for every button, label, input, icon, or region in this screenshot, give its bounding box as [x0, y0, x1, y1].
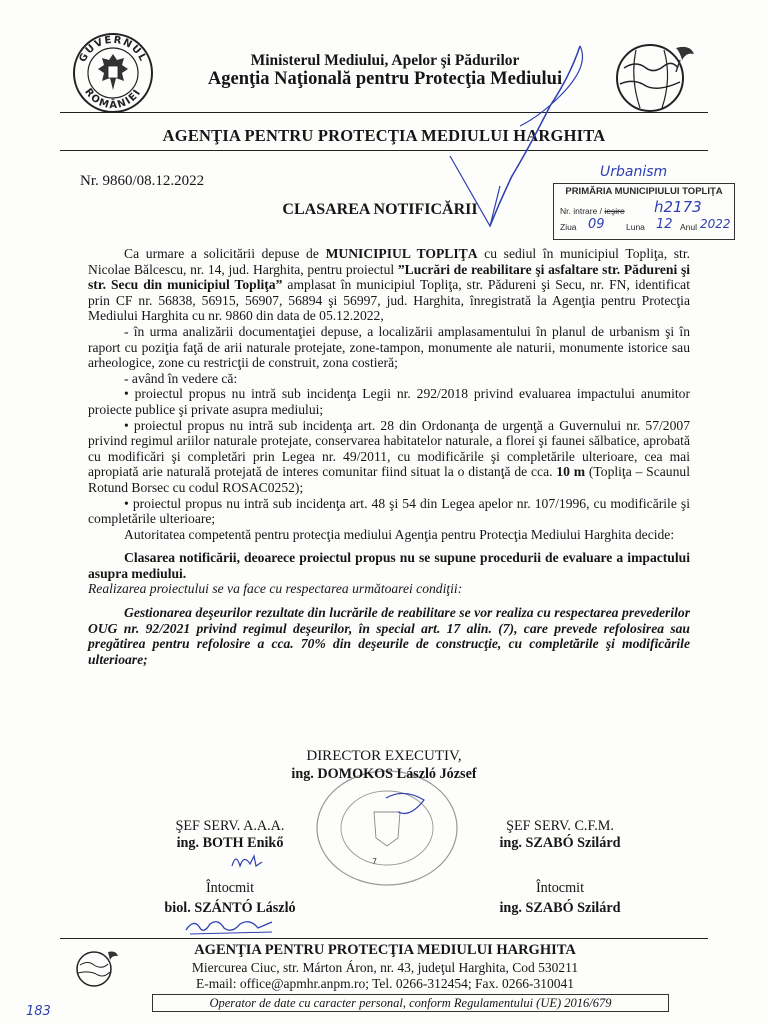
- stamp-month-label: Luna: [626, 222, 645, 232]
- director-title: DIRECTOR EXECUTIV,: [306, 748, 462, 764]
- document-title: CLASAREA NOTIFICĂRII: [282, 201, 478, 218]
- stamp-day-label: Ziua: [560, 222, 577, 232]
- stamp-year-value: 2022: [700, 217, 731, 231]
- page-mark: 183: [26, 1004, 51, 1019]
- stamp-year-label: Anul: [680, 222, 698, 232]
- title-divider: [60, 150, 708, 151]
- globe-logo: [606, 38, 698, 116]
- paragraph-considering: - având în vedere că:: [124, 370, 238, 386]
- ministry-name: Ministerul Mediului, Apelor şi Pădurilor: [250, 52, 520, 69]
- director-name: ing. DOMOKOS László József: [291, 766, 477, 782]
- paragraph-conditions-intro: Realizarea proiectului se va face cu respectarea următoarei condiţii:: [88, 581, 463, 597]
- right-department-head: ing. SZABÓ Szilárd: [499, 835, 621, 851]
- stamp-exit-label: ieşire: [604, 206, 625, 216]
- agency-title: AGENŢIA PENTRU PROTECŢIA MEDIULUI HARGHITA: [162, 126, 606, 145]
- stamp-number: 7: [372, 857, 378, 866]
- footer-operator-notice: Operator de date cu caracter personal, conform Regulamentului (UE) 2016/679: [152, 994, 669, 1012]
- paragraph-decision: Clasarea notificării, deoarece proiectul propus nu se supune procedurii de evaluare a impactului asupra mediului.: [88, 550, 690, 581]
- paragraph-authority: Autoritatea competentă pentru protecţia mediului Agenţia pentru Protecţia Mediului Harghita decide:: [124, 526, 675, 542]
- prepared-left-name: biol. SZÁNTÓ László: [164, 900, 296, 916]
- prepared-left-label: Întocmit: [205, 880, 255, 896]
- svg-text:ROMÂNIEI: ROMÂNIEI: [82, 86, 144, 112]
- government-seal-logo: [72, 32, 154, 114]
- paragraph-water-law: • proiectul propus nu intră sub incidenţa art. 48 şi 54 din Legea apelor nr. 107/1996, cu modificările şi completările ulterioare;: [88, 495, 690, 527]
- stamp-entry-label: Nr. intrare /: [560, 206, 603, 216]
- prepared-right-name: ing. SZABÓ Szilárd: [499, 900, 621, 916]
- paragraph-waste-condition: Gestionarea deşeurilor rezultate din lucrările de reabilitare se vor realiza cu respectarea prevederilor OUG nr. 92/2021 privind regimul deşeurilor, în special art. 17 alin. (7), care prevede refolosirea sau pregătirea pentru refolosire a cca. 70% din deşeurile de construcţie, cu completările şi modificările ulterioare;: [88, 605, 690, 667]
- stamp-title: PRIMĂRIA MUNICIPIULUI TOPLIŢA: [565, 186, 723, 197]
- szanto-signature: [180, 914, 280, 938]
- stamp-month-value: 12: [656, 217, 673, 232]
- svg-text:GUVERNUL: GUVERNUL: [77, 34, 149, 65]
- both-signature: [228, 850, 268, 872]
- paragraph-analysis: - în urma analizării documentaţiei depuse, a localizării amplasamentului în planul de urbanism şi în raport cu poziţia faţă de arii naturale protejate, zone-tampon, monumente ale naturii, monumente istorice sau arheologice, zone cu restricţii de construit, zona costieră;: [88, 323, 690, 371]
- document-number: Nr. 9860/08.12.2022: [80, 173, 205, 189]
- stamp-handwritten-note: Urbanism: [600, 164, 668, 180]
- prepared-right-label: Întocmit: [535, 880, 585, 896]
- footer-contact: E-mail: office@apmhr.anpm.ro; Tel. 0266-312454; Fax. 0266-310041: [195, 976, 575, 991]
- national-agency-name: Agenţia Naţională pentru Protecţia Mediului: [207, 69, 563, 89]
- footer-divider: [60, 938, 708, 939]
- header-divider: [60, 112, 708, 113]
- paragraph-law-292: • proiectul propus nu intră sub incidenţa Legii nr. 292/2018 privind evaluarea impactului anumitor proiecte publice şi private asupra mediului;: [88, 386, 690, 417]
- left-department-head: ing. BOTH Enikő: [176, 835, 284, 851]
- footer-address: Miercurea Ciuc, str. Márton Áron, nr. 43, judeţul Harghita, Cod 530211: [191, 960, 579, 975]
- footer-agency: AGENŢIA PENTRU PROTECŢIA MEDIULUI HARGHITA: [194, 942, 576, 958]
- official-round-stamp: [314, 768, 460, 888]
- right-department-title: ŞEF SERV. C.F.M.: [506, 818, 614, 834]
- document-body: [88, 246, 690, 667]
- left-department-title: ŞEF SERV. A.A.A.: [175, 818, 285, 834]
- paragraph-request: Ca urmare a solicitării depuse de MUNICIPIUL TOPLIŢA cu sediul în municipiul Topliţa, str. Nicolae Bălcescu, nr. 14, jud. Harghita, pentru proiectul ”Lucrări de reabilitare şi asfaltare str. Pădureni şi str. Secu din municipiul Topliţa” amplasat în municipiul Topliţa, str. Pădureni şi Secu, nr. FN, identificat prin CF nr. 56838, 56915, 56907, 56894 şi 56997, jud. Harghita, înregistrată la Agenţia pentru Protecţia Mediului Harghita cu nr. 9860 din data de 05.12.2022,: [88, 246, 691, 324]
- paragraph-oug-57: • proiectul propus nu intră sub incidenţa art. 28 din Ordonanţa de urgenţă a Guvernului nr. 57/2007 privind regimul ariilor naturale protejate, conservarea habitatelor naturale, a florei şi faunei sălbatice, aprobată cu modificări şi completări prin Legea nr. 49/2011, cu modificările şi completările ulterioare, cea mai apropiată arie naturală protejată de interes comunitar fiind situat la o distanţă de cca. 10 m (Topliţa – Scaunul Rotund Borsec cu codul ROSAC0252);: [88, 417, 690, 495]
- stamp-day-value: 09: [588, 217, 605, 232]
- pen-signature-stroke: [430, 36, 603, 236]
- stamp-entry-number: h2173: [654, 198, 702, 216]
- footer-globe-logo: [72, 948, 120, 988]
